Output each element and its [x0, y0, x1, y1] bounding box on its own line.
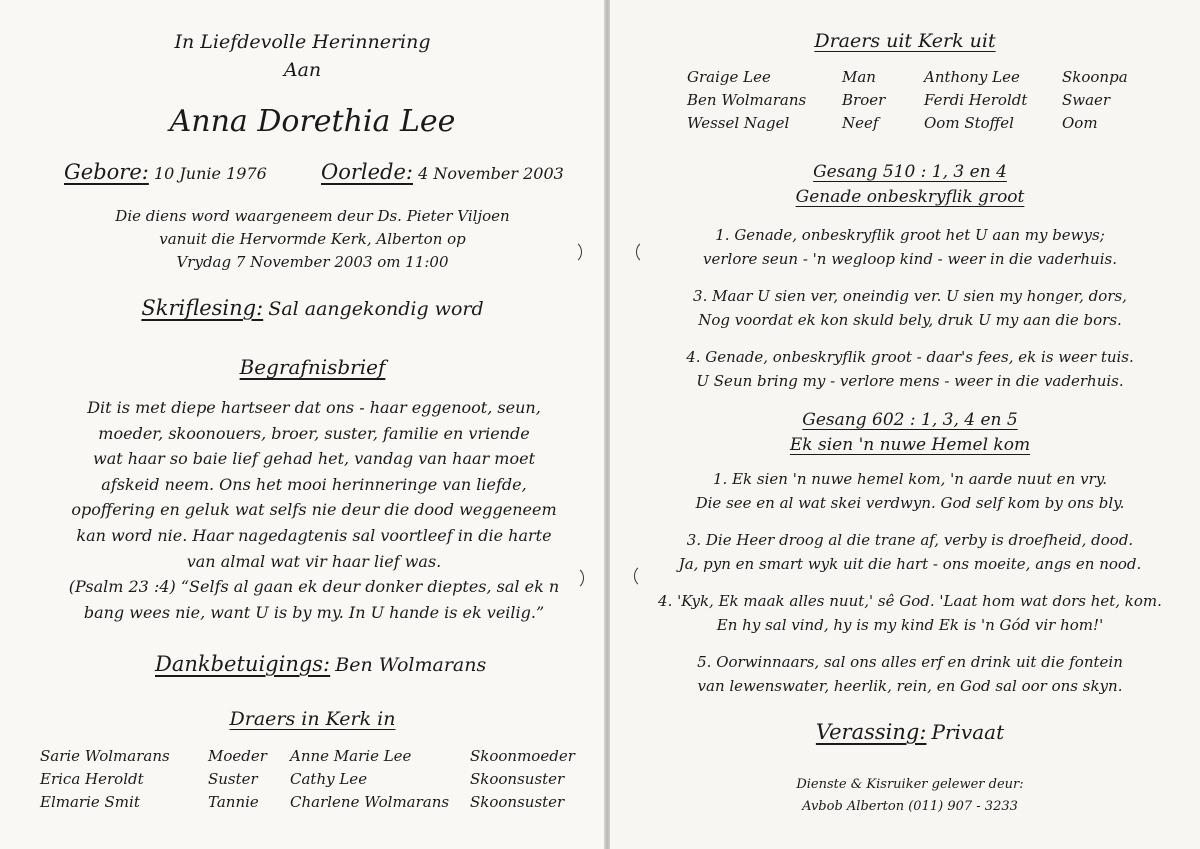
reading-label: Skriflesing:	[141, 296, 264, 320]
punch-hole-mark	[558, 240, 582, 264]
died-value: 4 November 2003	[418, 164, 564, 183]
hymn-verse	[610, 467, 1200, 515]
right-page	[610, 0, 1200, 849]
verse-line: 4. 'Kyk, Ek maak alles nuut,' sê God. 'Laat hom wat dors het, kom.	[658, 592, 1162, 610]
thanks-label: Dankbetuigings:	[155, 652, 331, 676]
hymn-2-title: Ek sien 'n nuwe Hemel kom	[789, 435, 1031, 455]
footer-line-1: Dienste & Kisruiker gelewer deur:	[796, 777, 1024, 792]
hymn-1-heading	[610, 160, 1200, 210]
dates-row	[64, 160, 564, 184]
table-row	[687, 112, 1138, 135]
letter-line: van almal wat vir haar lief was.	[186, 551, 442, 571]
hymn-verse	[610, 528, 1200, 576]
bearer-relation: Suster	[208, 770, 258, 788]
table-row	[40, 768, 585, 791]
bearer-name: Oom Stoffel	[924, 114, 1014, 132]
deceased-name: Anna Dorethia Lee	[169, 104, 456, 139]
service-line-1: Die diens word waargeneem deur Ds. Pieter Viljoen	[115, 207, 510, 225]
heading-line-1: In Liefdevolle Herinnering	[174, 31, 431, 53]
cremation-row	[610, 720, 1200, 744]
verse-line: 1. Ek sien 'n nuwe hemel kom, 'n aarde nuut en vry.	[713, 470, 1107, 488]
hymn-verse	[610, 589, 1200, 637]
verse-line: En hy sal vind, hy is my kind Ek is 'n Gód vir hom!'	[716, 616, 1104, 634]
punch-hole-mark	[634, 564, 658, 588]
letter-line: (Psalm 23 :4) “Selfs al gaan ek deur donker dieptes, sal ek n	[68, 577, 560, 597]
memorial-heading	[0, 28, 605, 84]
bearer-name: Sarie Wolmarans	[40, 747, 170, 765]
born-label: Gebore:	[64, 160, 149, 184]
bearer-name: Wessel Nagel	[687, 114, 790, 132]
reading-value: Sal aangekondig word	[268, 298, 484, 320]
hymn-verse	[610, 223, 1200, 271]
verse-line: 5. Oorwinnaars, sal ons alles erf en drink uit die fontein	[697, 653, 1123, 671]
letter-line: moeder, skoonouers, broer, suster, familie en vriende	[98, 423, 530, 443]
punch-hole-mark	[560, 566, 584, 590]
hymn-verse	[610, 345, 1200, 393]
bearer-name: Anthony Lee	[924, 68, 1020, 86]
hymn-2-number: Gesang 602 : 1, 3, 4 en 5	[802, 410, 1018, 430]
born-value: 10 Junie 1976	[153, 164, 267, 183]
letter-line: afskeid neem. Ons het mooi herinneringe van liefde,	[101, 474, 527, 494]
bearers-in-table	[40, 745, 585, 814]
verse-line: verlore seun - 'n wegloop kind - weer in die vaderhuis.	[703, 250, 1117, 268]
bearer-name: Charlene Wolmarans	[290, 793, 450, 811]
letter-body	[0, 395, 628, 625]
hymn-verse	[610, 650, 1200, 698]
table-row	[40, 791, 585, 814]
verse-line: van lewenswater, heerlik, rein, en God sal oor ons skyn.	[697, 677, 1123, 695]
verse-line: Nog voordat ek kon skuld bely, druk U my aan die bors.	[698, 311, 1122, 329]
letter-title: Begrafnisbrief	[239, 355, 386, 379]
footer-line-2: Avbob Alberton (011) 907 - 3233	[802, 799, 1018, 814]
letter-line: bang wees nie, want U is by my. In U hande is ek veilig.”	[83, 602, 545, 622]
bearer-name: Erica Heroldt	[40, 770, 144, 788]
heading-line-2: Aan	[283, 59, 322, 81]
hymn-1-verses	[610, 223, 1200, 406]
hymn-2-verses	[610, 467, 1200, 711]
bearer-name: Ben Wolmarans	[687, 91, 807, 109]
cremation-value: Privaat	[931, 720, 1005, 744]
hymn-1-title: Genade onbeskryflik groot	[795, 187, 1025, 207]
letter-line: wat haar so baie lief gehad het, vandag van haar moet	[93, 449, 535, 469]
punch-hole-mark	[636, 240, 660, 264]
letter-title-wrap	[0, 355, 625, 379]
bearer-relation: Skoonsuster	[470, 793, 565, 811]
bearer-relation: Tannie	[208, 793, 259, 811]
table-row	[687, 89, 1138, 112]
bearer-name: Ferdi Heroldt	[924, 91, 1028, 109]
thanks-row	[155, 652, 486, 676]
bearer-relation: Broer	[842, 91, 886, 109]
bearer-name: Anne Marie Lee	[290, 747, 412, 765]
bearers-out-title: Draers uit Kerk uit	[814, 30, 996, 52]
service-line-2: vanuit die Hervormde Kerk, Alberton op	[159, 230, 466, 248]
table-row	[687, 66, 1138, 89]
verse-line: 3. Die Heer droog al die trane af, verby is droefheid, dood.	[686, 531, 1134, 549]
bearer-relation: Moeder	[208, 747, 267, 765]
died-label: Oorlede:	[320, 160, 413, 184]
bearer-relation: Swaer	[1062, 91, 1111, 109]
hymn-1-number: Gesang 510 : 1, 3 en 4	[813, 162, 1007, 182]
bearer-relation: Oom	[1062, 114, 1098, 132]
verse-line: 4. Genade, onbeskryflik groot - daar's fees, ek is weer tuis.	[686, 348, 1134, 366]
letter-line: opoffering en geluk wat selfs nie deur die dood weggeneem	[71, 500, 557, 520]
thanks-value: Ben Wolmarans	[335, 654, 487, 676]
footer	[610, 774, 1200, 818]
letter-line: kan word nie. Haar nagedagtenis sal voortleef in die harte	[76, 525, 552, 545]
verse-line: 1. Genade, onbeskryflik groot het U aan my bewys;	[715, 226, 1105, 244]
hymn-verse	[610, 284, 1200, 332]
service-details	[0, 205, 625, 274]
cremation-label: Verassing:	[815, 720, 927, 744]
verse-line: Die see en al wat skei verdwyn. God self kom by ons bly.	[695, 494, 1125, 512]
bearers-out-title-wrap	[610, 30, 1200, 52]
verse-line: Ja, pyn en smart wyk uit die hart - ons moeite, angs en nood.	[678, 555, 1142, 573]
letter-line: Dit is met diepe hartseer dat ons - haar eggenoot, seun,	[87, 398, 541, 417]
reading-row	[0, 296, 625, 320]
bearer-relation: Man	[842, 68, 876, 86]
service-line-3: Vrydag 7 November 2003 om 11:00	[176, 253, 449, 271]
bearer-name: Elmarie Smit	[40, 793, 140, 811]
bearer-name: Cathy Lee	[290, 770, 368, 788]
bearers-in-title: Draers in Kerk in	[229, 708, 396, 730]
bearer-relation: Skoonmoeder	[470, 747, 575, 765]
bearer-name: Graige Lee	[687, 68, 771, 86]
bearer-relation: Neef	[842, 114, 879, 132]
verse-line: 3. Maar U sien ver, oneindig ver. U sien my honger, dors,	[693, 287, 1127, 305]
bearers-out-table	[687, 66, 1138, 135]
bearer-relation: Skoonsuster	[470, 770, 565, 788]
table-row	[40, 745, 585, 768]
bearers-in-title-wrap	[0, 708, 625, 730]
hymn-2-heading	[610, 408, 1200, 458]
bearer-relation: Skoonpa	[1062, 68, 1128, 86]
verse-line: U Seun bring my - verlore mens - weer in die vaderhuis.	[696, 372, 1124, 390]
